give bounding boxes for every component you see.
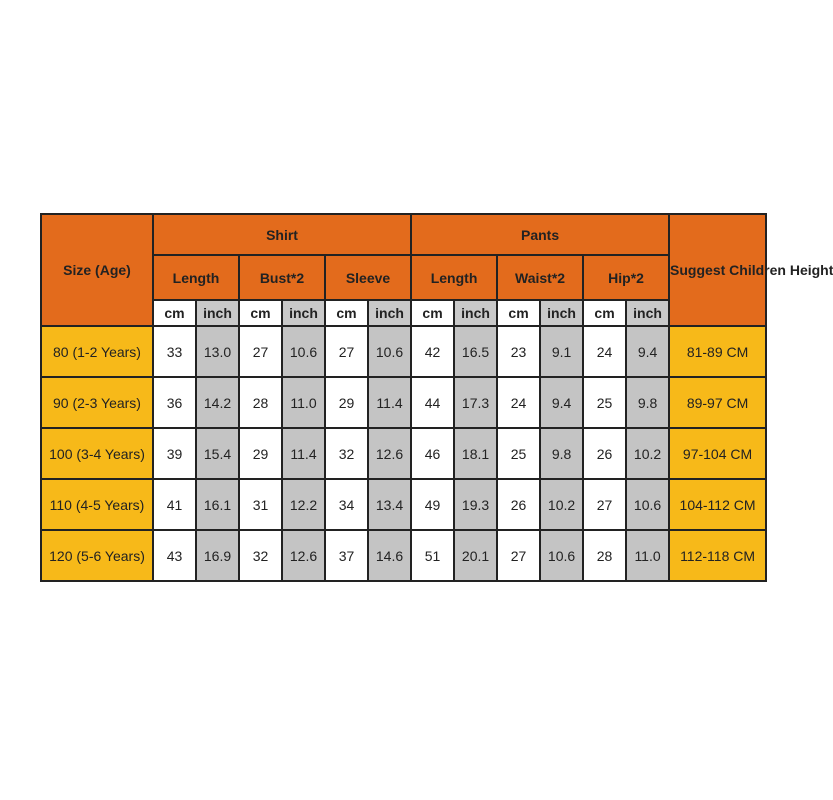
inch-value-cell: 10.6 bbox=[540, 530, 583, 581]
size-age-cell: 80 (1-2 Years) bbox=[41, 326, 153, 377]
suggest-height-cell: 104-112 CM bbox=[669, 479, 766, 530]
inch-value-cell: 9.8 bbox=[540, 428, 583, 479]
cm-value-cell: 29 bbox=[325, 377, 368, 428]
suggest-height-cell: 112-118 CM bbox=[669, 530, 766, 581]
suggest-height-cell: 81-89 CM bbox=[669, 326, 766, 377]
shirt-sleeve-header: Sleeve bbox=[325, 255, 411, 300]
size-chart-table bbox=[40, 213, 833, 582]
cm-value-cell: 25 bbox=[497, 428, 540, 479]
cm-value-cell: 36 bbox=[153, 377, 196, 428]
inch-value-cell: 15.4 bbox=[196, 428, 239, 479]
unit-cm: cm bbox=[583, 300, 626, 326]
inch-value-cell: 20.1 bbox=[454, 530, 497, 581]
size-age-cell: 100 (3-4 Years) bbox=[41, 428, 153, 479]
inch-value-cell: 11.0 bbox=[626, 530, 669, 581]
inch-value-cell: 18.1 bbox=[454, 428, 497, 479]
inch-value-cell: 10.2 bbox=[540, 479, 583, 530]
inch-value-cell: 12.2 bbox=[282, 479, 325, 530]
unit-cm: cm bbox=[239, 300, 282, 326]
inch-value-cell: 12.6 bbox=[368, 428, 411, 479]
size-age-header: Size (Age) bbox=[41, 214, 153, 326]
unit-inch: inch bbox=[282, 300, 325, 326]
table-row bbox=[41, 428, 766, 479]
cm-value-cell: 26 bbox=[583, 428, 626, 479]
inch-value-cell: 14.6 bbox=[368, 530, 411, 581]
inch-value-cell: 16.5 bbox=[454, 326, 497, 377]
cm-value-cell: 24 bbox=[583, 326, 626, 377]
suggest-height-cell: 97-104 CM bbox=[669, 428, 766, 479]
size-age-cell: 110 (4-5 Years) bbox=[41, 479, 153, 530]
unit-inch: inch bbox=[626, 300, 669, 326]
size-age-cell: 90 (2-3 Years) bbox=[41, 377, 153, 428]
inch-value-cell: 16.1 bbox=[196, 479, 239, 530]
inch-value-cell: 13.0 bbox=[196, 326, 239, 377]
cm-value-cell: 39 bbox=[153, 428, 196, 479]
cm-value-cell: 41 bbox=[153, 479, 196, 530]
unit-inch: inch bbox=[540, 300, 583, 326]
cm-value-cell: 32 bbox=[239, 530, 282, 581]
inch-value-cell: 17.3 bbox=[454, 377, 497, 428]
cm-value-cell: 27 bbox=[583, 479, 626, 530]
inch-value-cell: 11.4 bbox=[368, 377, 411, 428]
inch-value-cell: 19.3 bbox=[454, 479, 497, 530]
inch-value-cell: 9.8 bbox=[626, 377, 669, 428]
cm-value-cell: 28 bbox=[583, 530, 626, 581]
pants-length-header: Length bbox=[411, 255, 497, 300]
cm-value-cell: 51 bbox=[411, 530, 454, 581]
cm-value-cell: 34 bbox=[325, 479, 368, 530]
inch-value-cell: 10.6 bbox=[626, 479, 669, 530]
unit-inch: inch bbox=[368, 300, 411, 326]
cm-value-cell: 27 bbox=[325, 326, 368, 377]
cm-value-cell: 33 bbox=[153, 326, 196, 377]
table-row bbox=[41, 377, 766, 428]
shirt-header: Shirt bbox=[153, 214, 411, 255]
pants-header: Pants bbox=[411, 214, 669, 255]
table-row bbox=[41, 479, 766, 530]
unit-cm: cm bbox=[497, 300, 540, 326]
cm-value-cell: 27 bbox=[497, 530, 540, 581]
cm-value-cell: 37 bbox=[325, 530, 368, 581]
inch-value-cell: 13.4 bbox=[368, 479, 411, 530]
inch-value-cell: 14.2 bbox=[196, 377, 239, 428]
unit-inch: inch bbox=[196, 300, 239, 326]
cm-value-cell: 25 bbox=[583, 377, 626, 428]
cm-value-cell: 23 bbox=[497, 326, 540, 377]
suggest-height-header: Suggest Children Height bbox=[669, 214, 766, 326]
unit-inch: inch bbox=[454, 300, 497, 326]
inch-value-cell: 16.9 bbox=[196, 530, 239, 581]
cm-value-cell: 43 bbox=[153, 530, 196, 581]
unit-cm: cm bbox=[153, 300, 196, 326]
cm-value-cell: 42 bbox=[411, 326, 454, 377]
cm-value-cell: 44 bbox=[411, 377, 454, 428]
unit-cm: cm bbox=[411, 300, 454, 326]
inch-value-cell: 12.6 bbox=[282, 530, 325, 581]
unit-cm: cm bbox=[325, 300, 368, 326]
suggest-height-cell: 89-97 CM bbox=[669, 377, 766, 428]
cm-value-cell: 46 bbox=[411, 428, 454, 479]
cm-value-cell: 49 bbox=[411, 479, 454, 530]
table-row bbox=[41, 530, 766, 581]
cm-value-cell: 26 bbox=[497, 479, 540, 530]
inch-value-cell: 10.6 bbox=[282, 326, 325, 377]
inch-value-cell: 10.6 bbox=[368, 326, 411, 377]
cm-value-cell: 28 bbox=[239, 377, 282, 428]
pants-hip-header: Hip*2 bbox=[583, 255, 669, 300]
inch-value-cell: 11.0 bbox=[282, 377, 325, 428]
table-row bbox=[41, 326, 766, 377]
inch-value-cell: 9.4 bbox=[626, 326, 669, 377]
cm-value-cell: 31 bbox=[239, 479, 282, 530]
inch-value-cell: 11.4 bbox=[282, 428, 325, 479]
shirt-bust-header: Bust*2 bbox=[239, 255, 325, 300]
size-age-cell: 120 (5-6 Years) bbox=[41, 530, 153, 581]
cm-value-cell: 27 bbox=[239, 326, 282, 377]
inch-value-cell: 9.1 bbox=[540, 326, 583, 377]
inch-value-cell: 10.2 bbox=[626, 428, 669, 479]
shirt-length-header: Length bbox=[153, 255, 239, 300]
inch-value-cell: 9.4 bbox=[540, 377, 583, 428]
cm-value-cell: 24 bbox=[497, 377, 540, 428]
cm-value-cell: 32 bbox=[325, 428, 368, 479]
pants-waist-header: Waist*2 bbox=[497, 255, 583, 300]
cm-value-cell: 29 bbox=[239, 428, 282, 479]
